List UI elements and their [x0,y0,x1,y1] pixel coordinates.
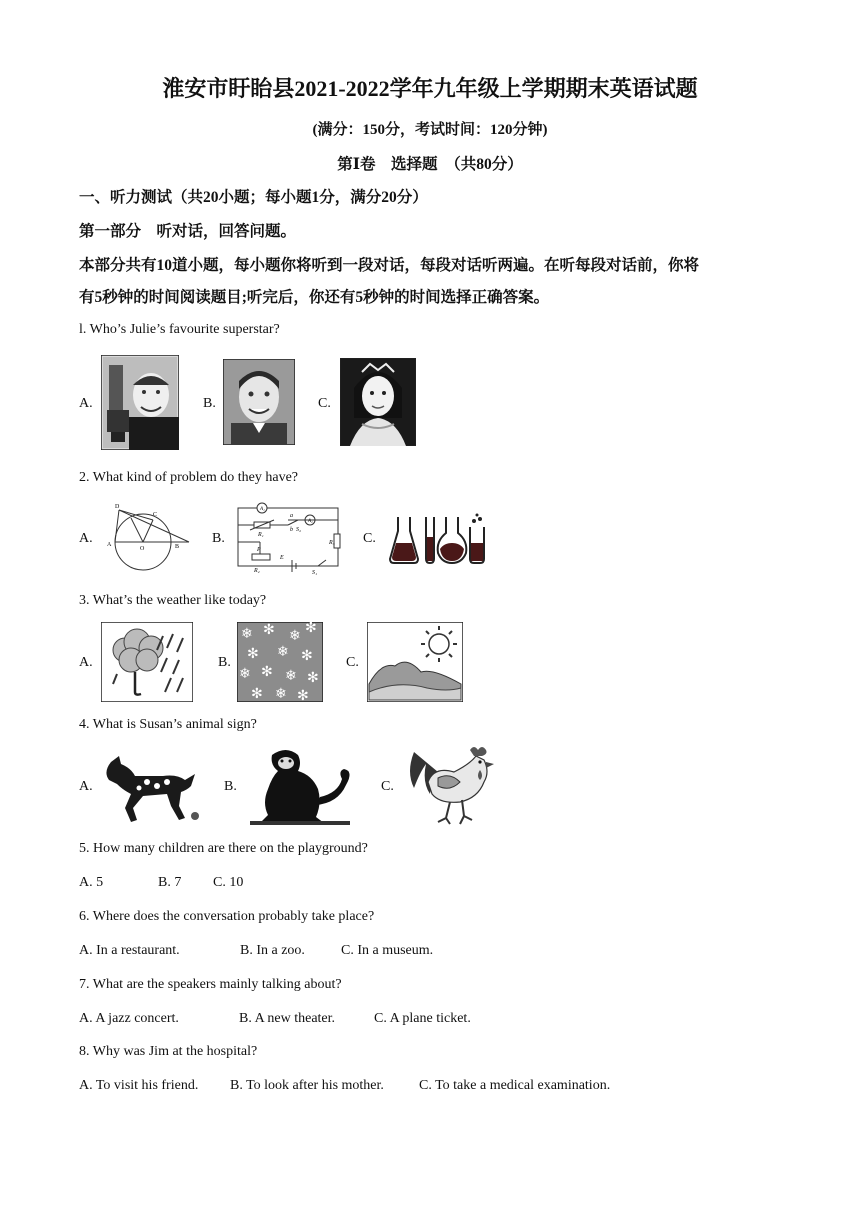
monkey-icon [242,745,360,827]
geo-label-d: D [115,504,120,510]
question-3: 3. What’s the weather like today? [79,593,267,608]
q3-option-a-label: A. [79,655,93,670]
snowflakes-icon [237,622,323,702]
circuit-label-r1: R₁ [258,532,264,538]
svg-text:✻: ✻ [297,688,309,702]
circuit-label-s1: S₁ [312,570,318,576]
circuit-label-s2: S₂ [296,527,302,533]
svg-text:✻: ✻ [247,646,259,662]
section-heading: 一、听力测试（共20小题；每小题1分，满分20分） [79,189,428,206]
q7-option-c: C. A plane ticket. [374,1011,471,1026]
q7-option-b: B. A new theater. [239,1011,336,1026]
svg-text:✻: ✻ [251,686,263,702]
rain-cloud-umbrella-icon [101,622,193,702]
q2-option-c-label: C. [363,531,376,546]
part-a-heading: 第一部分 听对话，回答问题。 [79,223,297,240]
question-7: 7. What are the speakers mainly talking about? [79,977,342,992]
rooster-icon [404,742,496,826]
q8-option-a: A. To visit his friend. [79,1078,199,1093]
geo-label-o: O [140,546,145,552]
instructions-line-1: 本部分共有10道小题，每小题你将听到一段对话，每段对话听两遍。在听每段对话前，你将 [79,257,700,274]
q3-option-b-label: B. [218,655,231,670]
q2-option-a-label: A. [79,531,93,546]
geo-label-b: B [175,544,180,550]
svg-text:✻: ✻ [307,670,319,686]
svg-text:❄: ❄ [275,686,287,702]
svg-text:❄: ❄ [289,628,301,644]
q8-option-c: C. To take a medical examination. [419,1078,611,1093]
q2-option-b-label: B. [212,531,225,546]
smiling-man-photo-icon [223,359,295,445]
svg-text:✻: ✻ [263,622,275,638]
instructions-line-2: 有5秒钟的时间阅读题目;听完后，你还有5秒钟的时间选择正确答案。 [79,289,550,306]
part-heading: 第Ⅰ卷 选择题 （共80分） [337,156,523,173]
svg-text:❄: ❄ [285,668,297,684]
q5-option-a: A. 5 [79,875,104,890]
horse-icon [95,750,203,826]
geo-label-c: C [153,512,158,518]
circuit-label-a: a [290,513,293,519]
circuit-label-r3: R₃ [329,540,335,546]
q7-option-a: A. A jazz concert. [79,1011,179,1026]
circuit-label-a2: A₂ [308,519,313,524]
q4-option-b-label: B. [224,779,237,794]
q6-option-b: B. In a zoo. [240,943,305,958]
elderly-man-trophy-photo-icon [101,355,179,450]
question-1: l. Who’s Julie’s favourite superstar? [79,322,280,337]
q8-option-b: B. To look after his mother. [230,1078,384,1093]
q1-option-a-label: A. [79,396,93,411]
q3-option-c-label: C. [346,655,359,670]
circuit-label-p: P [257,547,261,553]
q4-option-c-label: C. [381,779,394,794]
circuit-label-a1: A₁ [260,507,265,512]
geo-label-a: A [107,542,112,548]
svg-text:❄: ❄ [241,626,253,642]
svg-text:✻: ✻ [261,664,273,680]
q6-option-a: A. In a restaurant. [79,943,180,958]
svg-text:❄: ❄ [277,644,289,660]
sun-over-hills-icon [367,622,463,702]
q6-option-c: C. In a museum. [341,943,434,958]
electric-circuit-diagram-icon [232,498,344,578]
woman-tiara-photo-icon [340,358,416,446]
svg-text:✻: ✻ [305,622,317,636]
question-6: 6. Where does the conversation probably take place? [79,909,375,924]
circuit-label-r2: R₂ [254,568,260,574]
svg-text:✻: ✻ [301,648,313,664]
circuit-label-b: b [290,527,293,533]
q4-option-a-label: A. [79,779,93,794]
page-title: 淮安市盱眙县2021-2022学年九年级上学期期末英语试题 [162,76,698,101]
question-4: 4. What is Susan’s animal sign? [79,717,257,732]
chemistry-flasks-icon [388,513,486,565]
q5-option-b: B. 7 [158,875,182,890]
q5-option-c: C. 10 [213,875,244,890]
exam-info: (满分：150分，考试时间：120分钟) [312,122,548,138]
question-8: 8. Why was Jim at the hospital? [79,1044,258,1059]
question-5: 5. How many children are there on the playground? [79,841,368,856]
svg-text:❄: ❄ [239,666,251,682]
circuit-label-e: E [280,555,284,561]
q1-option-b-label: B. [203,396,216,411]
question-2: 2. What kind of problem do they have? [79,470,299,485]
q1-option-c-label: C. [318,396,331,411]
geometry-circle-diagram-icon [103,500,193,575]
